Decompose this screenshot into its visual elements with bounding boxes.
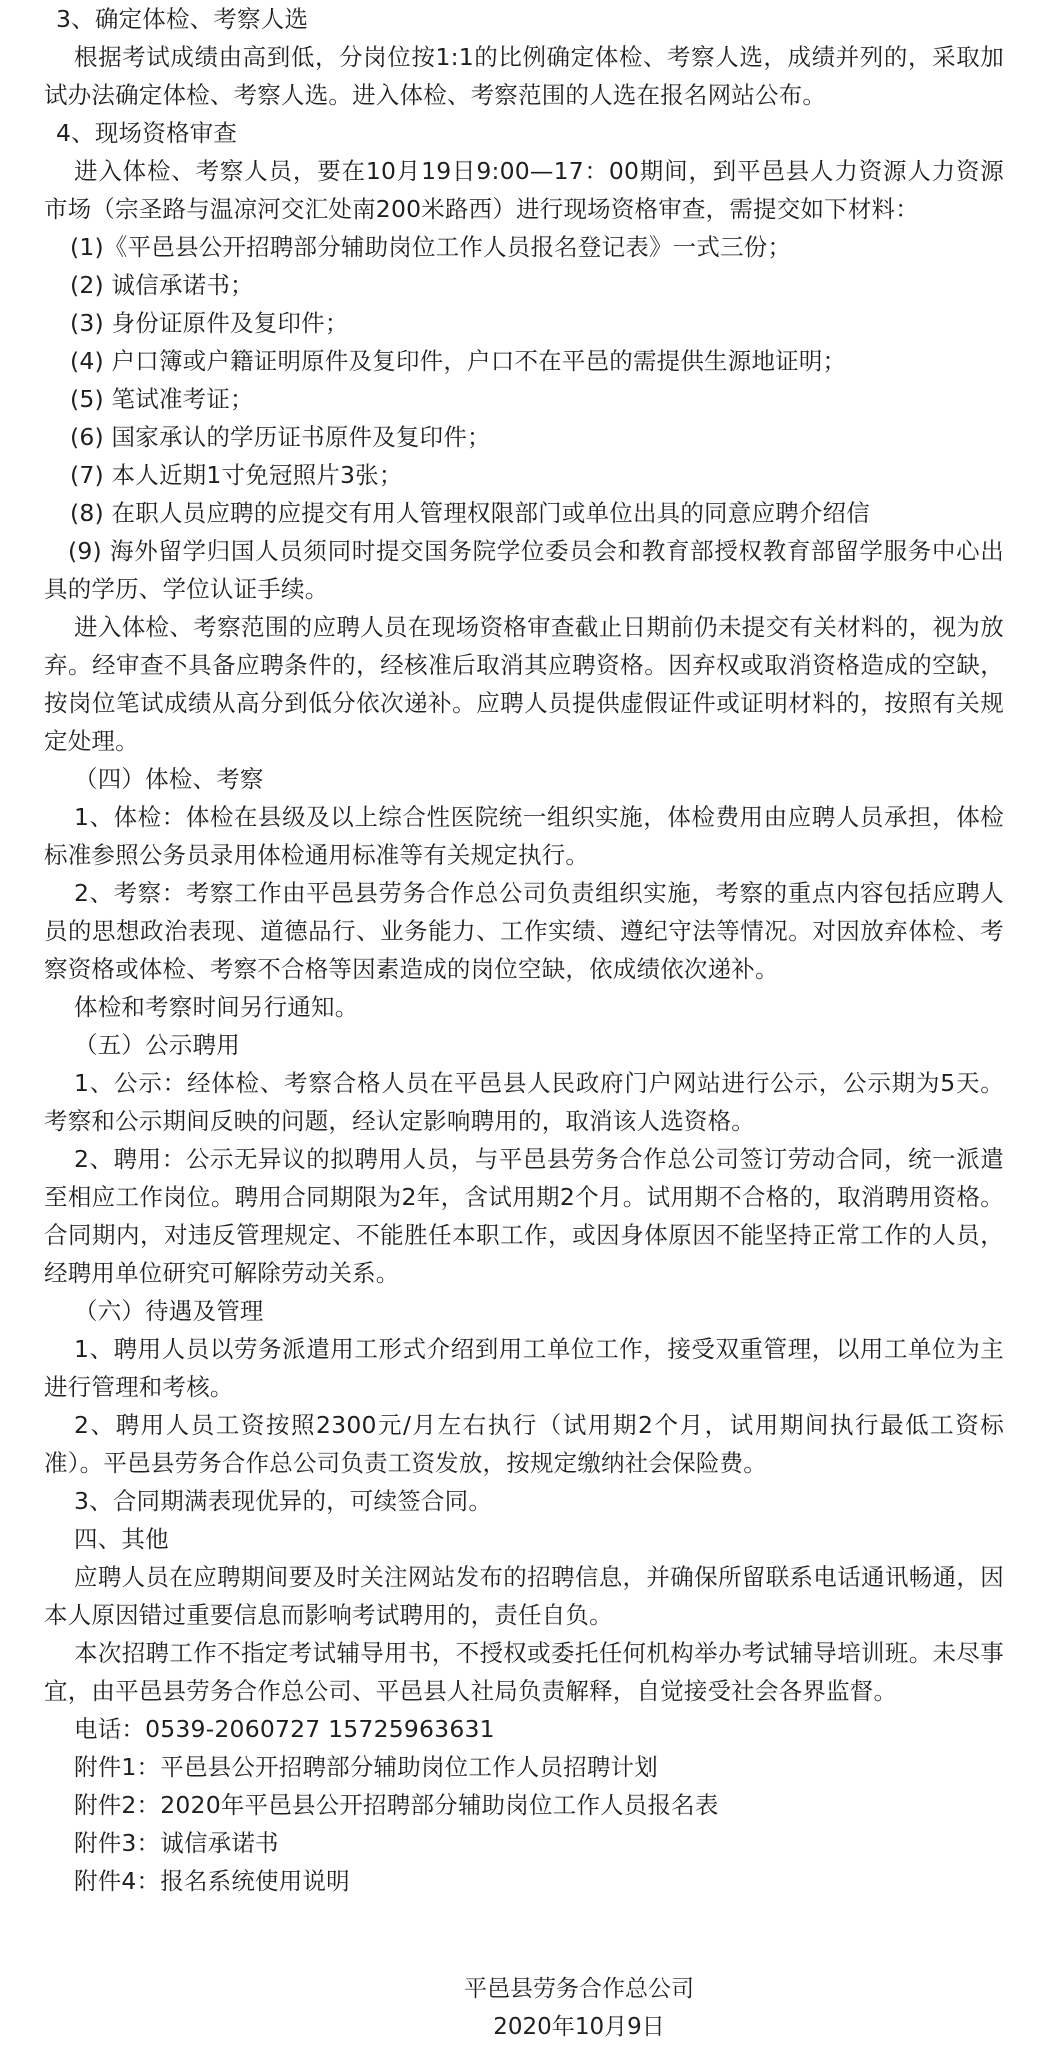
attachment-2: 附件2：2020年平邑县公开招聘部分辅助岗位工作人员报名表 [74, 1791, 719, 1819]
paragraph-attention: 应聘人员在应聘期间要及时关注网站发布的招聘信息，并确保所留联系电话通讯畅通，因本人原因错过重要信息而影响考试聘用的，责任自负。 [44, 1563, 1004, 1629]
material-item-5: (5) 笔试准考证； [70, 385, 254, 413]
material-item-1: (1)《平邑县公开招聘部分辅助岗位工作人员报名登记表》一式三份； [70, 233, 792, 261]
paragraph-no-tutoring: 本次招聘工作不指定考试辅导用书，不授权或委托任何机构举办考试辅导培训班。未尽事宜，由平邑县劳务合作总公司、平邑县人社局负责解释，自觉接受社会各界监督。 [44, 1639, 1004, 1705]
paragraph-management: 1、聘用人员以劳务派遣用工形式介绍到用工单位工作，接受双重管理，以用工单位为主进行管理和考核。 [44, 1335, 1004, 1401]
paragraph-hiring: 2、聘用：公示无异议的拟聘用人员，与平邑县劳务合作总公司签订劳动合同，统一派遣至相应工作岗位。聘用合同期限为2年，含试用期2个月。试用期不合格的，取消聘用资格。合同期内，对违反管理规定、不能胜任本职工作，或因身体原因不能坚持正常工作的人员，经聘用单位研究可解除劳动关系。 [44, 1145, 1004, 1287]
material-item-9: (9) 海外留学归国人员须同时提交国务院学位委员会和教育部授权教育部留学服务中心出具的学历、学位认证手续。 [44, 537, 1004, 603]
material-item-2: (2) 诚信承诺书； [70, 271, 254, 299]
heading-other: 四、其他 [74, 1525, 169, 1553]
paragraph-inspection: 2、考察：考察工作由平邑县劳务合作总公司负责组织实施，考察的重点内容包括应聘人员的思想政治表现、道德品行、业务能力、工作实绩、遵纪守法等情况。对因放弃体检、考察资格或体检、考察不合格等因素造成的岗位空缺，依成绩依次递补。 [44, 879, 1004, 983]
heading-treatment-management: （六）待遇及管理 [74, 1297, 264, 1325]
signature-date: 2020年10月9日 [493, 2014, 665, 2040]
attachment-1: 附件1：平邑县公开招聘部分辅助岗位工作人员招聘计划 [74, 1753, 658, 1781]
paragraph-confirm-candidates: 根据考试成绩由高到低，分岗位按1:1的比例确定体检、考察人选，成绩并列的，采取加试办法确定体检、考察人选。进入体检、考察范围的人选在报名网站公布。 [44, 43, 1004, 109]
paragraph-salary: 2、聘用人员工资按照2300元/月左右执行（试用期2个月，试用期间执行最低工资标准）。平邑县劳务合作总公司负责工资发放，按规定缴纳社会保险费。 [44, 1411, 1004, 1477]
attachment-3: 附件3：诚信承诺书 [74, 1829, 279, 1857]
document-body [44, 0, 1004, 2046]
heading-qualification-review: 4、现场资格审查 [56, 119, 238, 147]
heading-confirm-candidates: 3、确定体检、考察人选 [56, 5, 309, 33]
attachment-4: 附件4：报名系统使用说明 [74, 1867, 350, 1895]
material-item-7: (7) 本人近期1寸免冠照片3张； [70, 461, 403, 489]
heading-physical-exam: （四）体检、考察 [74, 765, 264, 793]
paragraph-review-rules: 进入体检、考察范围的应聘人员在现场资格审查截止日期前仍未提交有关材料的，视为放弃。经审查不具备应聘条件的，经核准后取消其应聘资格。因弃权或取消资格造成的空缺，按岗位笔试成绩从高分到低分依次递补。应聘人员提供虚假证件或证明材料的，按照有关规定处理。 [44, 613, 1004, 755]
material-item-6: (6) 国家承认的学历证书原件及复印件； [70, 423, 491, 451]
signature-spacer [44, 1900, 1004, 1970]
material-item-8: (8) 在职人员应聘的应提交有用人管理权限部门或单位出具的同意应聘介绍信 [70, 499, 870, 527]
paragraph-contract-renewal: 3、合同期满表现优异的，可续签合同。 [74, 1487, 493, 1515]
contact-phone: 电话：0539-2060727 15725963631 [74, 1715, 495, 1743]
heading-publicity-hiring: （五）公示聘用 [74, 1031, 240, 1059]
signature-organization: 平邑县劳务合作总公司 [464, 1976, 694, 2002]
material-item-3: (3) 身份证原件及复印件； [70, 309, 349, 337]
paragraph-publicity: 1、公示：经体检、考察合格人员在平邑县人民政府门户网站进行公示，公示期为5天。考察和公示期间反映的问题，经认定影响聘用的，取消该人选资格。 [44, 1069, 1004, 1135]
material-item-4: (4) 户口簿或户籍证明原件及复印件，户口不在平邑的需提供生源地证明； [70, 347, 847, 375]
paragraph-physical-exam: 1、体检：体检在县级及以上综合性医院统一组织实施，体检费用由应聘人员承担，体检标准参照公务员录用体检通用标准等有关规定执行。 [44, 803, 1004, 869]
paragraph-exam-time: 体检和考察时间另行通知。 [74, 993, 359, 1021]
paragraph-qualification-review: 进入体检、考察人员，要在10月19日9:00—17：00期间，到平邑县人力资源人力资源市场（宗圣路与温凉河交汇处南200米路西）进行现场资格审查，需提交如下材料： [44, 157, 1004, 223]
